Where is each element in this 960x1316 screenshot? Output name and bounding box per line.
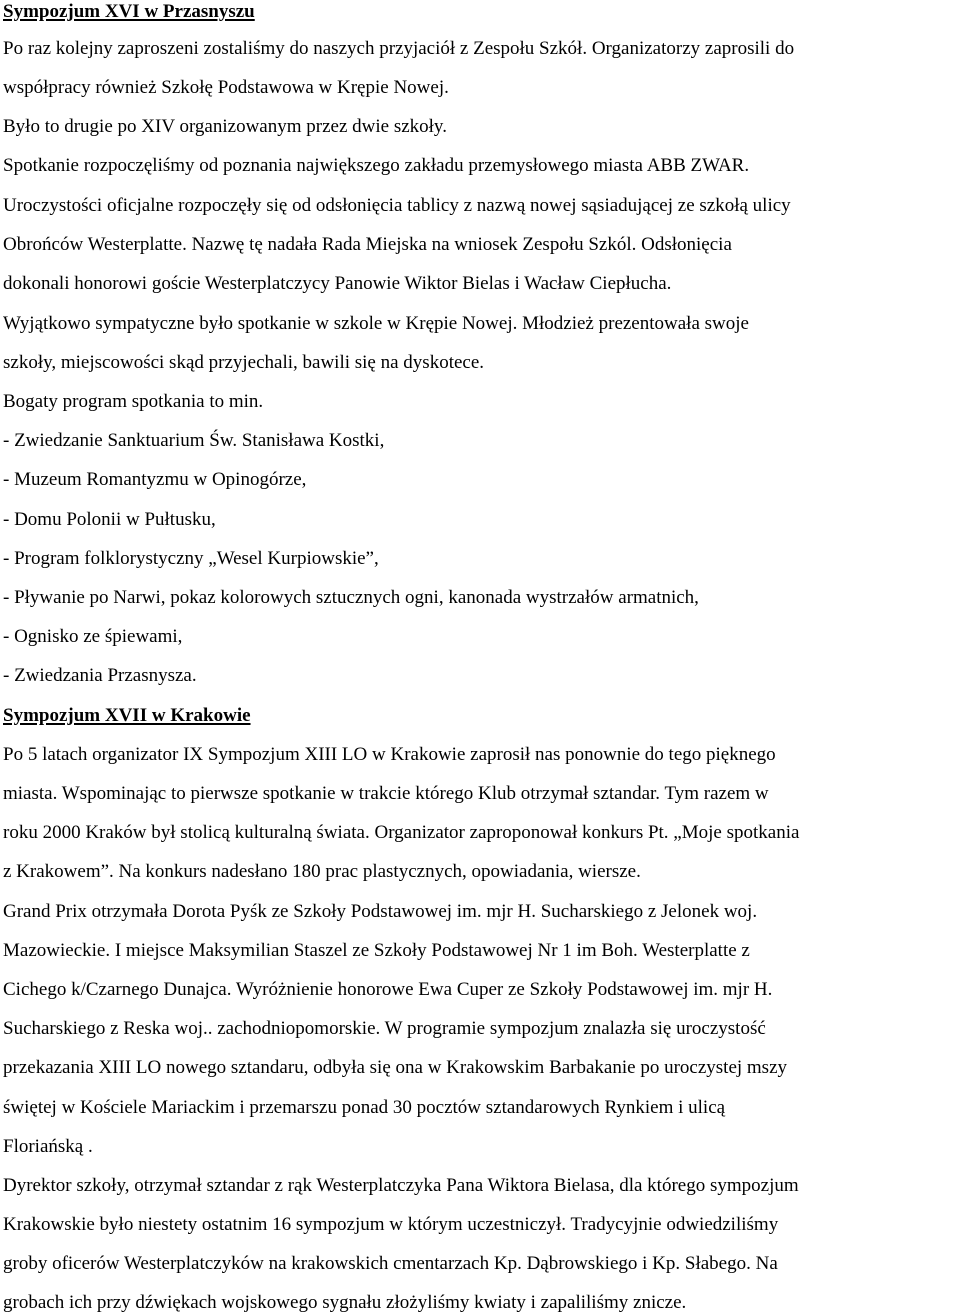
paragraph-line: Grand Prix otrzymała Dorota Pyśk ze Szkoły Podstawowej im. mjr H. Sucharskiego z Jelonek woj. xyxy=(3,901,758,922)
list-item: - Muzeum Romantyzmu w Opinogórze, xyxy=(3,469,307,490)
list-item: - Ognisko ze śpiewami, xyxy=(3,626,183,647)
paragraph-line: Bogaty program spotkania to min. xyxy=(3,391,264,412)
paragraph-line: szkoły, miejscowości skąd przyjechali, bawili się na dyskotece. xyxy=(3,352,485,373)
paragraph-line: Krakowskie było niestety ostatnim 16 sympozjum w którym uczestniczył. Tradycyjnie odwiedziliśmy xyxy=(3,1214,779,1235)
paragraph-line: Sucharskiego z Reska woj.. zachodniopomorskie. W programie sympozjum znalazła się uroczystość xyxy=(3,1018,766,1039)
list-item: - Pływanie po Narwi, pokaz kolorowych sztucznych ogni, kanonada wystrzałów armatnich, xyxy=(3,587,699,608)
paragraph-line: Mazowieckie. I miejsce Maksymilian Staszel ze Szkoły Podstawowej Nr 1 im Boh. Westerplatte z xyxy=(3,940,750,961)
paragraph-line: Uroczystości oficjalne rozpoczęły się od odsłonięcia tablicy z nazwą nowej sąsiadującej ze szkołą ulicy xyxy=(3,195,791,216)
list-item: - Program folklorystyczny „Wesel Kurpiowskie”, xyxy=(3,548,379,569)
paragraph-line: współpracy również Szkołę Podstawowa w Krępie Nowej. xyxy=(3,77,449,98)
paragraph-line: Wyjątkowo sympatyczne było spotkanie w szkole w Krępie Nowej. Młodzież prezentowała swoje xyxy=(3,313,749,334)
paragraph-line: grobach ich przy dźwiękach wojskowego sygnału złożyliśmy kwiaty i zapaliliśmy znicze. xyxy=(3,1292,687,1313)
paragraph-line: miasta. Wspominając to pierwsze spotkanie w trakcie którego Klub otrzymał sztandar. Tym razem w xyxy=(3,783,769,804)
paragraph-line: Spotkanie rozpoczęliśmy od poznania największego zakładu przemysłowego miasta ABB ZWAR. xyxy=(3,155,750,176)
section-heading: Sympozjum XVI w Przasnyszu xyxy=(3,1,255,22)
paragraph-line: Floriańską . xyxy=(3,1136,93,1157)
paragraph-line: świętej w Kościele Mariackim i przemarszu ponad 30 pocztów sztandarowych Rynkiem i ulicą xyxy=(3,1097,726,1118)
section-heading: Sympozjum XVII w Krakowie xyxy=(3,705,251,726)
paragraph-line: z Krakowem”. Na konkurs nadesłano 180 prac plastycznych, opowiadania, wiersze. xyxy=(3,861,641,882)
list-item: - Domu Polonii w Pułtusku, xyxy=(3,509,216,530)
paragraph-line: roku 2000 Kraków był stolicą kulturalną świata. Organizator zaproponował konkurs Pt. „Moje spotkania xyxy=(3,822,800,843)
paragraph-line: groby oficerów Westerplatczyków na krakowskich cmentarzach Kp. Dąbrowskiego i Kp. Słabego. Na xyxy=(3,1253,778,1274)
list-item: - Zwiedzania Przasnysza. xyxy=(3,665,197,686)
paragraph-line: dokonali honorowi goście Westerplatczycy Panowie Wiktor Bielas i Wacław Ciepłucha. xyxy=(3,273,672,294)
paragraph-line: Było to drugie po XIV organizowanym przez dwie szkoły. xyxy=(3,116,447,137)
paragraph-line: Obrońców Westerplatte. Nazwę tę nadała Rada Miejska na wniosek Zespołu Szkól. Odsłonięcia xyxy=(3,234,732,255)
paragraph-line: przekazania XIII LO nowego sztandaru, odbyła się ona w Krakowskim Barbakanie po uroczystej mszy xyxy=(3,1057,788,1078)
list-item: - Zwiedzanie Sanktuarium Św. Stanisława Kostki, xyxy=(3,430,385,451)
paragraph-line: Po raz kolejny zaproszeni zostaliśmy do naszych przyjaciół z Zespołu Szkół. Organizatorzy zaprosili do xyxy=(3,38,795,59)
paragraph-line: Po 5 latach organizator IX Sympozjum XIII LO w Krakowie zaprosił nas ponownie do tego pięknego xyxy=(3,744,776,765)
paragraph-line: Cichego k/Czarnego Dunajca. Wyróżnienie honorowe Ewa Cuper ze Szkoły Podstawowej im. mjr H. xyxy=(3,979,773,1000)
paragraph-line: Dyrektor szkoły, otrzymał sztandar z rąk Westerplatczyka Pana Wiktora Bielasa, dla którego sympozjum xyxy=(3,1175,799,1196)
